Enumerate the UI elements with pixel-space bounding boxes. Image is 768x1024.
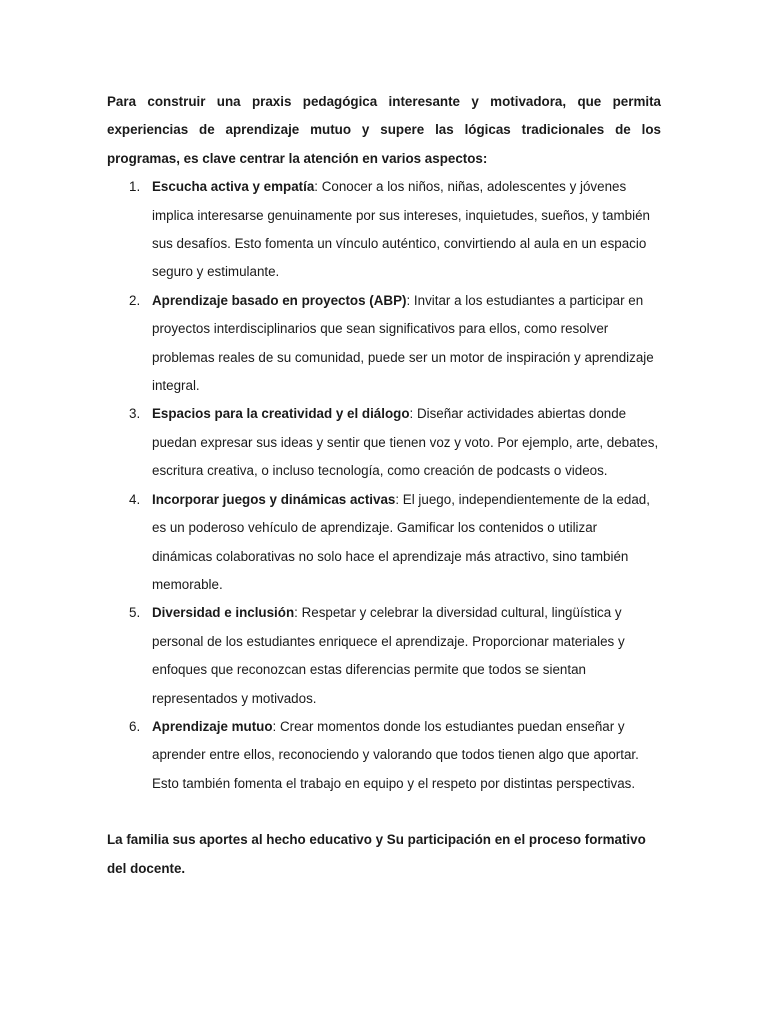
list-item: [107, 400, 661, 485]
intro-paragraph: Para construir una praxis pedagógica interesante y motivadora, que permita experiencias de aprendizaje mutuo y supere las lógicas tradicionales de los programas, es clave centrar la atención en varios aspectos:: [107, 94, 661, 166]
list-item-text: : Respetar y celebrar la diversidad cultural, lingüística y personal de los estudiantes enriquece el aprendizaje. Proporcionar materiales y enfoques que reconozcan estas diferencias permite que todos se sientan representados y motivados.: [152, 605, 625, 706]
list-item-text: : Invitar a los estudiantes a participar en proyectos interdisciplinarios que sean significativos para ellos, como resolver problemas reales de su comunidad, puede ser un motor de inspiración y aprendizaje integral.: [152, 292, 654, 394]
list-item-number: 3.: [129, 406, 141, 422]
list-item-term: Espacios para la creatividad y el diálogo: [152, 406, 410, 422]
list-item-text: : Conocer a los niños, niñas, adolescentes y jóvenes implica interesarse genuinamente por sus intereses, inquietudes, sueños, y también sus desafíos. Esto fomenta un vínculo auténtico, convirtiendo al aula en un espacio seguro y estimulante.: [152, 179, 650, 280]
document-body: [107, 88, 661, 883]
list-item-term: Aprendizaje mutuo: [152, 718, 273, 734]
list-item-text: : El juego, independientemente de la edad, es un poderoso vehículo de aprendizaje. Gamificar los contenidos o utilizar dinámicas colaborativas no solo hace el aprendizaje más atractivo, sino también memorable.: [152, 491, 650, 592]
list-item-term: Incorporar juegos y dinámicas activas: [152, 491, 396, 507]
list-item: [107, 287, 661, 401]
list-item-number: 6.: [129, 718, 141, 734]
aspects-list: [107, 173, 661, 798]
list-item-term: Diversidad e inclusión: [152, 605, 295, 621]
list-item-term: Escucha activa y empatía: [152, 179, 315, 195]
list-item: [107, 173, 661, 287]
list-item-number: 2.: [129, 292, 141, 308]
list-item-number: 4.: [129, 491, 141, 507]
list-item-text: : Diseñar actividades abiertas donde puedan expresar sus ideas y sentir que tienen voz y voto. Por ejemplo, arte, debates, escritura creativa, o incluso tecnología, como creación de podcasts o videos.: [152, 406, 659, 479]
list-item-text: : Crear momentos donde los estudiantes puedan enseñar y aprender entre ellos, reconociendo y valorando que todos tienen algo que aportar. Esto también fomenta el trabajo en equipo y el respeto por distintas perspectivas.: [152, 718, 639, 791]
list-item: [107, 713, 661, 798]
list-item-number: 1.: [129, 179, 141, 195]
list-item-term: Aprendizaje basado en proyectos (ABP): [152, 292, 407, 308]
list-item-number: 5.: [129, 605, 141, 621]
list-item: [107, 599, 661, 713]
list-item: [107, 486, 661, 600]
closing-heading: La familia sus aportes al hecho educativo y Su participación en el proceso formativo del docente.: [107, 832, 646, 876]
